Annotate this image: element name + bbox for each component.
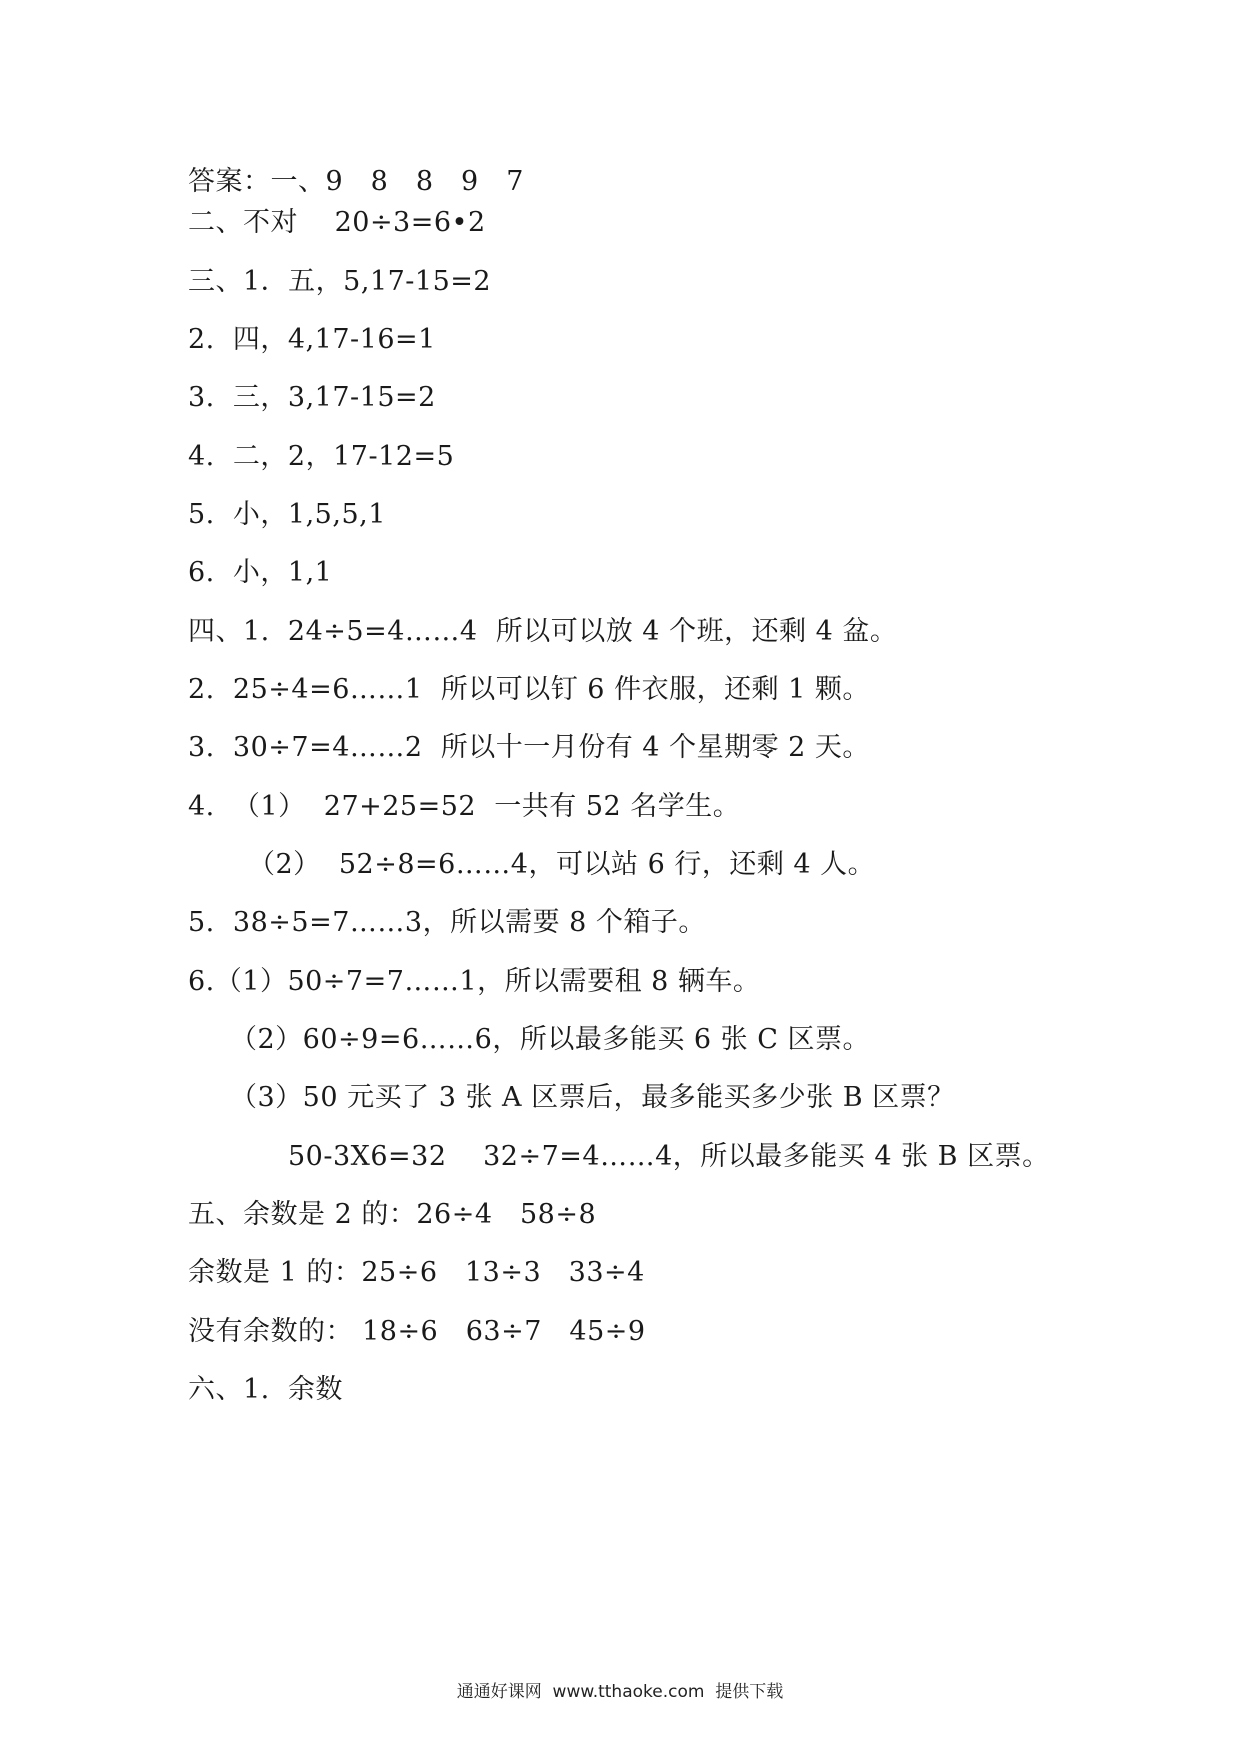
- answer-section-5-remainder-2: 五、余数是 2 的：26÷4 58÷8: [188, 1199, 597, 1230]
- answer-section-4-item-3: 3. 30÷7=4……2 所以十一月份有 4 个星期零 2 天。: [188, 732, 870, 763]
- answer-section-3-item-1: 三、1．五，5,17-15=2: [188, 266, 492, 297]
- answer-section-3-item-3: 3. 三，3,17-15=2: [188, 382, 436, 413]
- answer-section-4-item-6-part-2: （2）60÷9=6……6，所以最多能买 6 张 C 区票。: [230, 1024, 870, 1055]
- answer-section-4-item-6-part-3-solution: 50-3X6=32 32÷7=4……4，所以最多能买 4 张 B 区票。: [288, 1141, 1050, 1172]
- answer-section-4-item-1: 四、1. 24÷5=4……4 所以可以放 4 个班，还剩 4 盆。: [188, 616, 898, 647]
- answer-section-6-item-1: 六、1. 余数: [188, 1374, 343, 1405]
- answer-section-4-item-4-part-2: （2） 52÷8=6……4，可以站 6 行，还剩 4 人。: [248, 849, 876, 880]
- answer-section-4-item-4-part-1: 4. （1） 27+25=52 一共有 52 名学生。: [188, 791, 741, 822]
- answer-section-3-item-2: 2. 四，4,17-16=1: [188, 324, 436, 355]
- answer-section-1: 答案：一、9 8 8 9 7: [188, 166, 524, 197]
- answer-section-3-item-5: 5. 小，1,5,5,1: [188, 499, 386, 530]
- answer-section-3-item-4: 4. 二，2，17-12=5: [188, 441, 455, 472]
- answer-section-5-remainder-1: 余数是 1 的：25÷6 13÷3 33÷4: [188, 1257, 645, 1288]
- answer-section-4-item-6-part-1: 6.（1）50÷7=7……1，所以需要租 8 辆车。: [188, 966, 761, 997]
- answer-section-4-item-2: 2. 25÷4=6……1 所以可以钉 6 件衣服，还剩 1 颗。: [188, 674, 870, 705]
- answer-section-4-item-5: 5. 38÷5=7……3，所以需要 8 个箱子。: [188, 907, 706, 938]
- footer-source-note: 通通好课网 www.tthaoke.com 提供下载: [456, 1682, 784, 1702]
- answer-section-5-no-remainder: 没有余数的： 18÷6 63÷7 45÷9: [188, 1316, 646, 1347]
- answer-section-4-item-6-part-3: （3）50 元买了 3 张 A 区票后，最多能买多少张 B 区票？: [230, 1082, 955, 1113]
- answer-section-3-item-6: 6. 小，1,1: [188, 557, 333, 588]
- answer-section-2: 二、不对 20÷3=6•2: [188, 207, 486, 238]
